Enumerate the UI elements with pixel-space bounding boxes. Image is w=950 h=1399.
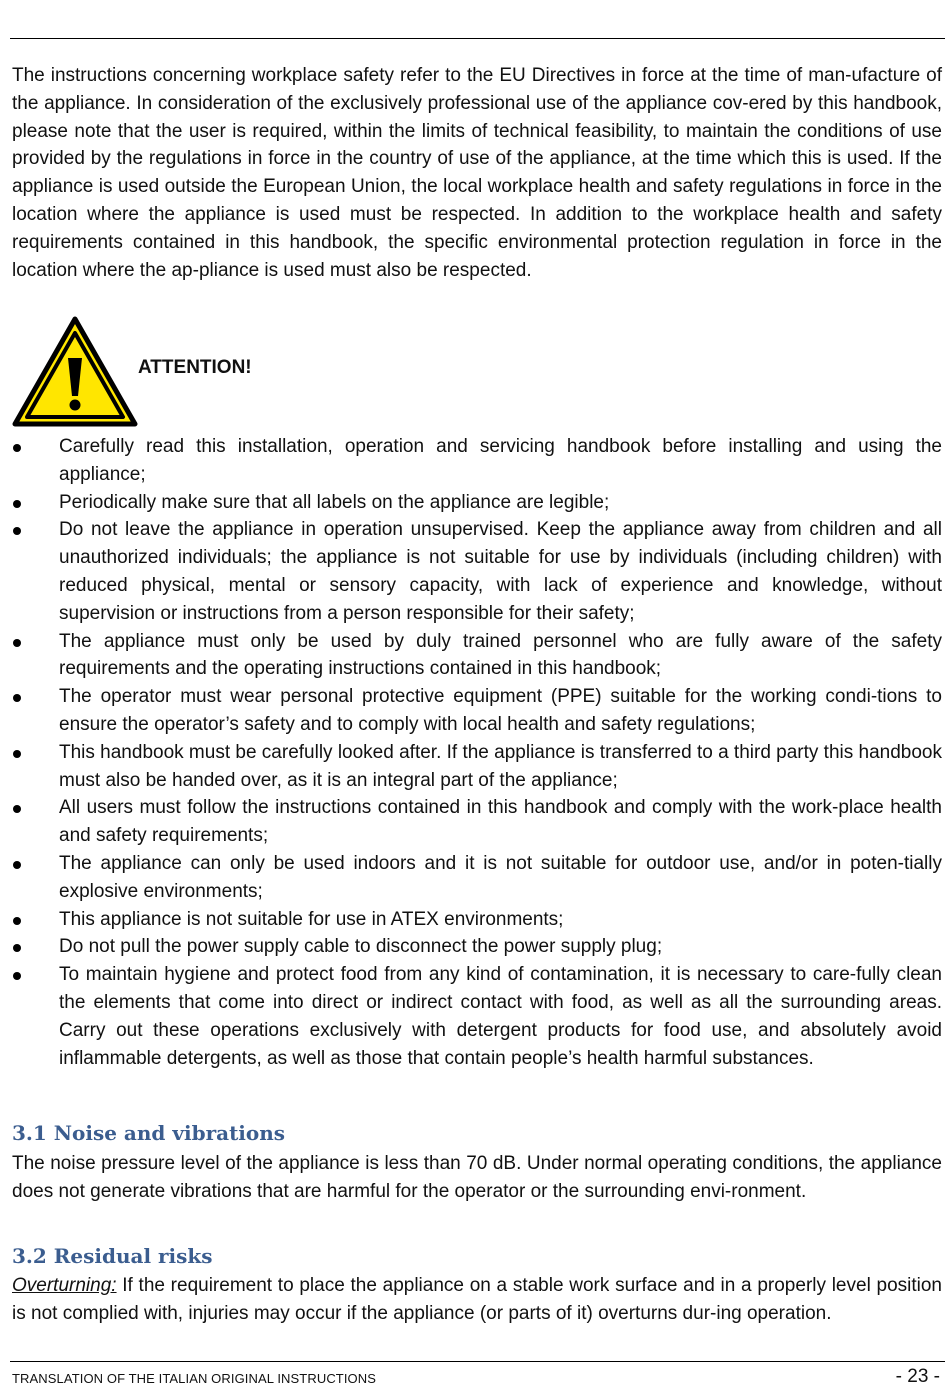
bullet-text: All users must follow the instructions contained in this handbook and comply with the work-place health and safety requirements; [59, 797, 942, 847]
bullet-dot-icon [13, 861, 21, 869]
bullet-dot-icon [13, 527, 21, 535]
bullet-text: Do not leave the appliance in operation unsupervised. Keep the appliance away from children and all unauthorized individuals; the appliance is not suitable for use by individuals (including children) with reduced physical, mental or sensory capacity, with lack of experience and knowledge, without supervision or instructions from a person responsible for their safety; [59, 519, 942, 624]
bullet-item [12, 850, 942, 906]
section-3-2-paragraph [12, 1272, 942, 1328]
bullet-text: The operator must wear personal protective equipment (PPE) suitable for the working condi-tions to ensure the operator’s safety and to comply with local health and safety regulations; [59, 686, 942, 735]
warning-triangle-icon [12, 316, 138, 428]
bullet-text: To maintain hygiene and protect food from any kind of contamination, it is necessary to care-fully clean the elements that come into direct or indirect contact with food, as well as all the surrounding areas. Carry out these operations exclusively with detergent products for food use, and absolutely avoid inflammable detergents, as well as those that contain people’s health harmful substances. [59, 964, 942, 1069]
bullet-dot-icon [13, 917, 21, 925]
bullet-item [12, 683, 942, 739]
bullet-dot-icon [13, 944, 21, 952]
bullet-dot-icon [13, 694, 21, 702]
bullet-text: The appliance can only be used indoors and it is not suitable for outdoor use, and/or in poten-tially explosive environments; [59, 852, 942, 902]
bullet-item [12, 516, 942, 627]
bullet-text: The appliance must only be used by duly trained personnel who are fully aware of the safety requirements and the operating instructions contained in this handbook; [59, 630, 942, 680]
attention-block [12, 316, 412, 428]
bullet-item [12, 933, 942, 961]
page-number: - 23 - [895, 1366, 940, 1387]
bullet-text: This appliance is not suitable for use in ATEX environments; [59, 908, 564, 930]
bullet-item [12, 628, 942, 684]
footer-title: TRANSLATION OF THE ITALIAN ORIGINAL INSTRUCTIONS [12, 1371, 377, 1386]
footer-rule [10, 1361, 945, 1362]
attention-label: ATTENTION! [138, 357, 252, 378]
section-3-1-heading: 3.1 Noise and vibrations [12, 1121, 286, 1145]
bullet-dot-icon [13, 972, 21, 980]
bullet-dot-icon [13, 805, 21, 813]
bullet-dot-icon [13, 500, 21, 508]
bullet-item [12, 906, 942, 934]
bullet-item [12, 433, 942, 489]
bullet-text: Do not pull the power supply cable to disconnect the power supply plug; [59, 936, 663, 958]
bullet-item [12, 961, 942, 1072]
bullet-dot-icon [13, 750, 21, 758]
overturning-term: Overturning: [12, 1275, 117, 1296]
intro-paragraph: The instructions concerning workplace safety refer to the EU Directives in force at the time of man-ufacture of the appliance. In consideration of the exclusively professional use of the appliance cov-ered by this handbook, please note that the user is required, within the limits of technical feasibility, to maintain the conditions of use provided by the regulations in force in the country of use of the appliance, at the time which this is used. If the appliance is used outside the European Union, the local workplace health and safety regulations in force in the location where the appliance is used must be respected. In addition to the workplace health and safety requirements contained in this handbook, the specific environmental protection regulation in force in the location where the ap-pliance is used must also be respected. [12, 65, 942, 281]
bullet-item [12, 739, 942, 795]
bullet-text: Carefully read this installation, operation and servicing handbook before installing and using the appliance; [59, 436, 942, 485]
section-3-2-text: If the requirement to place the appliance on a stable work surface and in a properly level position is not complied with, injuries may occur if the appliance (or parts of it) overturns dur-ing operation. [12, 1275, 942, 1324]
bullet-dot-icon [13, 639, 21, 647]
bullet-dot-icon [13, 444, 21, 452]
bullet-item [12, 489, 942, 517]
safety-bullet-list [12, 433, 942, 1072]
bullet-item [12, 794, 942, 850]
bullet-text: This handbook must be carefully looked after. If the appliance is transferred to a third party this handbook must also be handed over, as it is an integral part of the appliance; [59, 741, 942, 791]
section-3-2-heading: 3.2 Residual risks [12, 1244, 213, 1268]
section-3-1-text: The noise pressure level of the appliance is less than 70 dB. Under normal operating conditions, the appliance does not generate vibrations that are harmful for the operator or the surrounding envi-ronment. [12, 1153, 942, 1202]
header-rule [10, 38, 945, 39]
bullet-text: Periodically make sure that all labels on the appliance are legible; [59, 491, 610, 513]
